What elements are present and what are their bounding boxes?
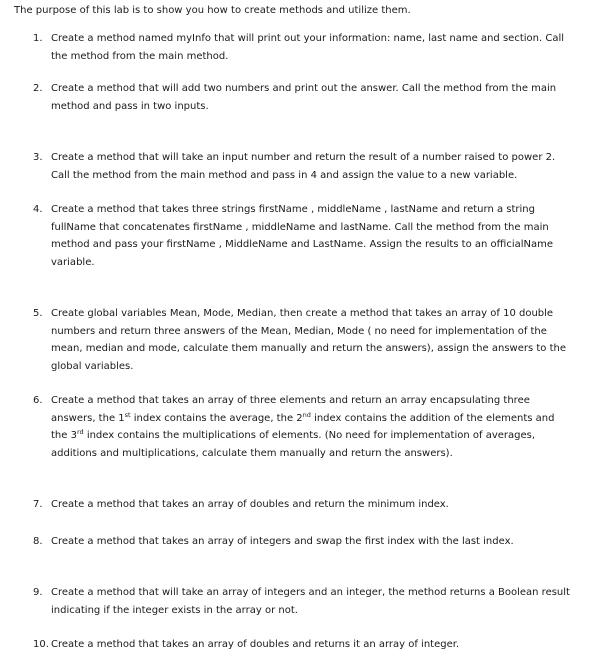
item-line: method and pass your firstName , MiddleName and LastName. Assign the results to an officialName bbox=[51, 239, 554, 250]
item-line: Create a method that takes an array of integers and swap the first index with the last index. bbox=[51, 536, 514, 547]
item-line: Create a method that takes an array of doubles and returns it an array of integer. bbox=[51, 639, 460, 650]
ordinal-suffix: nd bbox=[302, 410, 311, 419]
item-number: 10. bbox=[33, 639, 49, 650]
item-line: Create a method that takes three strings firstName , middleName , lastName and return a string bbox=[51, 204, 535, 215]
item-line: mean, median and mode, calculate them manually and return the answers), assign the answers to the bbox=[51, 343, 566, 354]
intro-text: The purpose of this lab is to show you how to create methods and utilize them. bbox=[14, 5, 411, 16]
item-line: Create a method that takes an array of three elements and return an array encapsulating three bbox=[51, 395, 530, 406]
item-number: 3. bbox=[33, 152, 43, 163]
item-text bbox=[51, 149, 591, 184]
item-line: the method from the main method. bbox=[51, 50, 229, 62]
item-text bbox=[51, 305, 591, 375]
item-text bbox=[51, 201, 591, 271]
line-text: index contains the average, the 2 bbox=[130, 412, 303, 424]
item-line: Create global variables Mean, Mode, Median, then create a method that takes an array of 10 double bbox=[51, 308, 554, 319]
item-line: numbers and return three answers of the Mean, Median, Mode ( no need for implementation of the bbox=[51, 325, 547, 337]
item-number: 9. bbox=[33, 587, 43, 598]
item-text bbox=[51, 392, 591, 462]
item-text bbox=[51, 80, 591, 115]
item-number: 7. bbox=[33, 499, 43, 510]
item-line bbox=[51, 427, 591, 445]
item-text bbox=[51, 533, 591, 551]
item-line: Create a method that will take an array of integers and an integer, the method returns a Boolean result bbox=[51, 587, 570, 598]
item-text bbox=[51, 636, 591, 654]
item-line: additions and multiplications, calculate them manually and return the answers). bbox=[51, 447, 453, 459]
ordinal-suffix: rd bbox=[76, 428, 84, 436]
item-text bbox=[51, 30, 591, 65]
item-line bbox=[51, 410, 591, 428]
item-number: 4. bbox=[33, 204, 43, 215]
item-line: method and pass in two inputs. bbox=[51, 100, 209, 112]
item-line: Create a method that will add two numbers and print out the answer. Call the method from the main bbox=[51, 83, 557, 94]
item-text bbox=[51, 584, 591, 619]
item-text bbox=[51, 496, 591, 514]
item-number: 5. bbox=[33, 308, 43, 319]
line-text: answers, the 1 bbox=[51, 412, 125, 424]
item-line: global variables. bbox=[51, 360, 134, 372]
ordinal-suffix: st bbox=[124, 410, 131, 419]
item-line: Call the method from the main method and pass in 4 and assign the value to a new variable. bbox=[51, 169, 518, 181]
item-line: Create a method that will take an input number and return the result of a number raised to power 2. bbox=[51, 152, 556, 163]
item-number: 2. bbox=[33, 83, 43, 94]
line-text: the 3 bbox=[51, 430, 77, 441]
item-number: 6. bbox=[33, 395, 43, 406]
item-line: variable. bbox=[51, 256, 95, 268]
item-number: 8. bbox=[33, 536, 43, 547]
line-text: index contains the multiplications of elements. (No need for implementation of averages, bbox=[83, 430, 536, 441]
item-line: Create a method named myInfo that will print out your information: name, last name and section. Call bbox=[51, 33, 564, 44]
item-line: indicating if the integer exists in the array or not. bbox=[51, 604, 298, 616]
item-line: Create a method that takes an array of doubles and return the minimum index. bbox=[51, 499, 449, 510]
item-line: fullName that concatenates firstName , middleName and lastName. Call the method from the main bbox=[51, 221, 549, 233]
item-number: 1. bbox=[33, 33, 43, 44]
line-text: index contains the addition of the elements and bbox=[310, 412, 555, 424]
